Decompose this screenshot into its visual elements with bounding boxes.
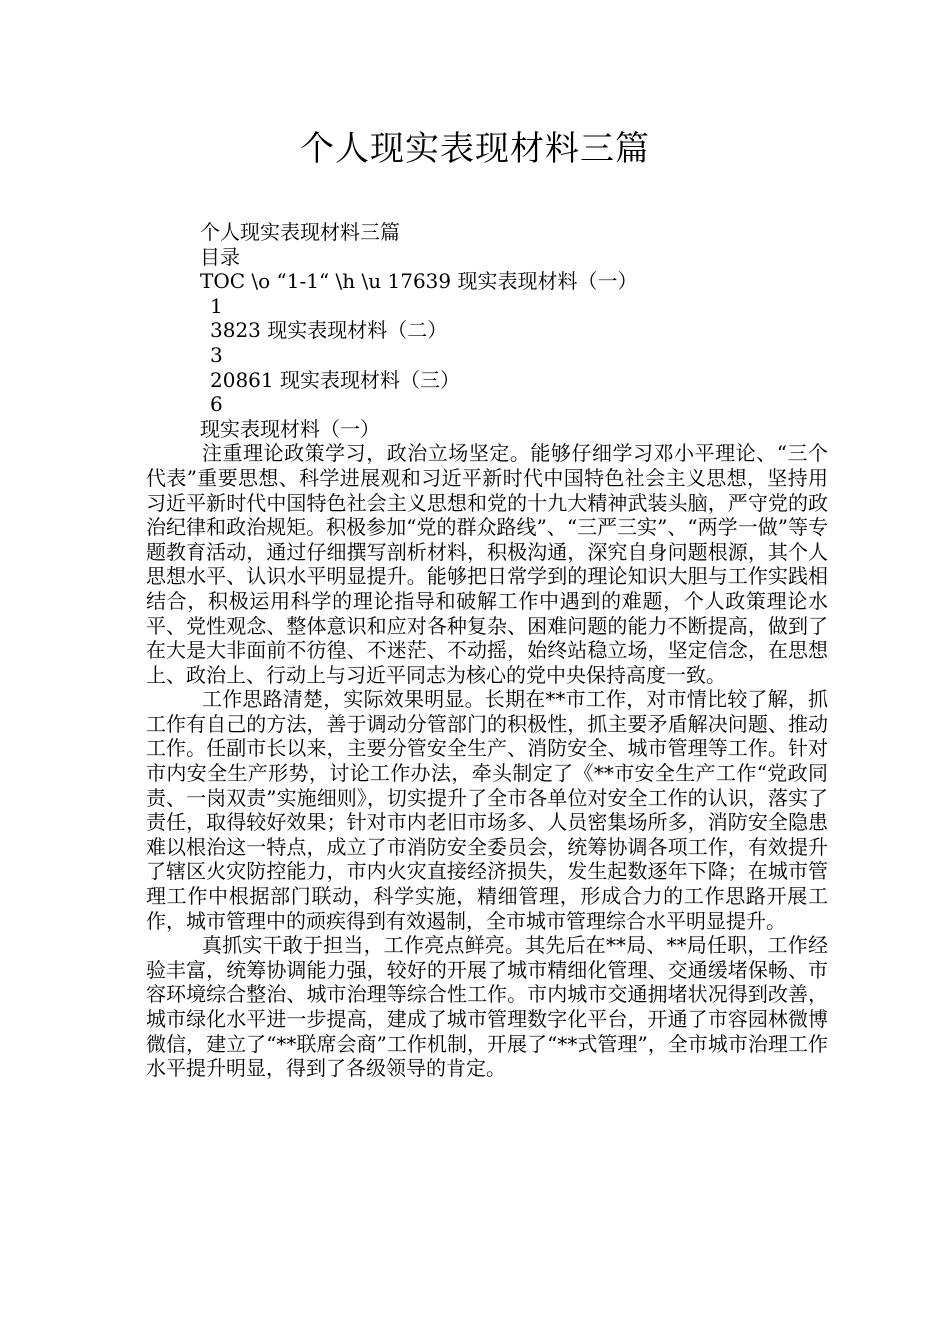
document-title: 个人现实表现材料三篇	[300, 129, 650, 169]
toc-entry-1: TOC \o “1-1“ \h \u 17639 现实表现材料（一）	[200, 269, 638, 294]
toc-entry-2: 3823 现实表现材料（二）	[210, 318, 448, 343]
toc-page-2: 3	[210, 342, 223, 367]
toc-entry-3: 20861 现实表现材料（三）	[210, 367, 460, 392]
toc-page-3: 6	[210, 392, 223, 417]
toc-page-1: 1	[210, 293, 223, 318]
paragraph-2: 工作思路清楚，实际效果明显。长期在**市工作，对市情比较了解，抓工作有自己的方法，善于调动分管部门的积极性，抓主要矛盾解决问题、推动工作。任副市长以来，主要分管安全生产、消防安全、城市管理等工作。针对市内安全生产形势，讨论工作办法，牵头制定了《**市安全生产工作“党政同责、一岗双责”实施细则》，切实提升了全市各单位对安全工作的认识，落实了责任，取得较好效果；针对市内老旧市场多、人员密集场所多，消防安全隐患难以根治这一特点，成立了市消防安全委员会，统筹协调各项工作，有效提升了辖区火灾防控能力，市内火灾直接经济损失，发生起数逐年下降；在城市管理工作中根据部门联动，科学实施，精细管理，形成合力的工作思路开展工作，城市管理中的顽疾得到有效遏制，全市城市管理综合水平明显提升。	[146, 687, 828, 933]
document-body	[146, 220, 828, 1081]
paragraph-3: 真抓实干敢于担当，工作亮点鲜亮。其先后在**局、**局任职，工作经验丰富，统筹协调能力强，较好的开展了城市精细化管理、交通缓堵保畅、市容环境综合整治、城市治理等综合性工作。市内城市交通拥堵状况得到改善，城市绿化水平进一步提高，建成了城市管理数字化平台，开通了市容园林微博微信，建立了“**联席会商”工作机制，开展了“**式管理”，全市城市治理工作水平提升明显，得到了各级领导的肯定。	[146, 933, 828, 1081]
toc-heading: 目录	[200, 244, 240, 269]
subtitle: 个人现实表现材料三篇	[200, 220, 400, 244]
paragraph-1: 注重理论政策学习，政治立场坚定。能够仔细学习邓小平理论、“三个代表”重要思想、科学进展观和习近平新时代中国特色社会主义思想，坚持用习近平新时代中国特色社会主义思想和党的十九大精神武装头脑，严守党的政治纪律和政治规矩。积极参加“党的群众路线”、“三严三实”、“两学一做”等专题教育活动，通过仔细撰写剖析材料，积极沟通，深究自身问题根源，其个人思想水平、认识水平明显提升。能够把日常学到的理论知识大胆与工作实践相结合，积极运用科学的理论指导和破解工作中遇到的难题，个人政策理论水平、党性观念、整体意识和应对各种复杂、困难问题的能力不断提高，做到了在大是大非面前不彷徨、不迷茫、不动摇，始终站稳立场，坚定信念，在思想上、政治上、行动上与习近平同志为核心的党中央保持高度一致。	[146, 441, 828, 687]
section-heading: 现实表现材料（一）	[200, 416, 380, 441]
